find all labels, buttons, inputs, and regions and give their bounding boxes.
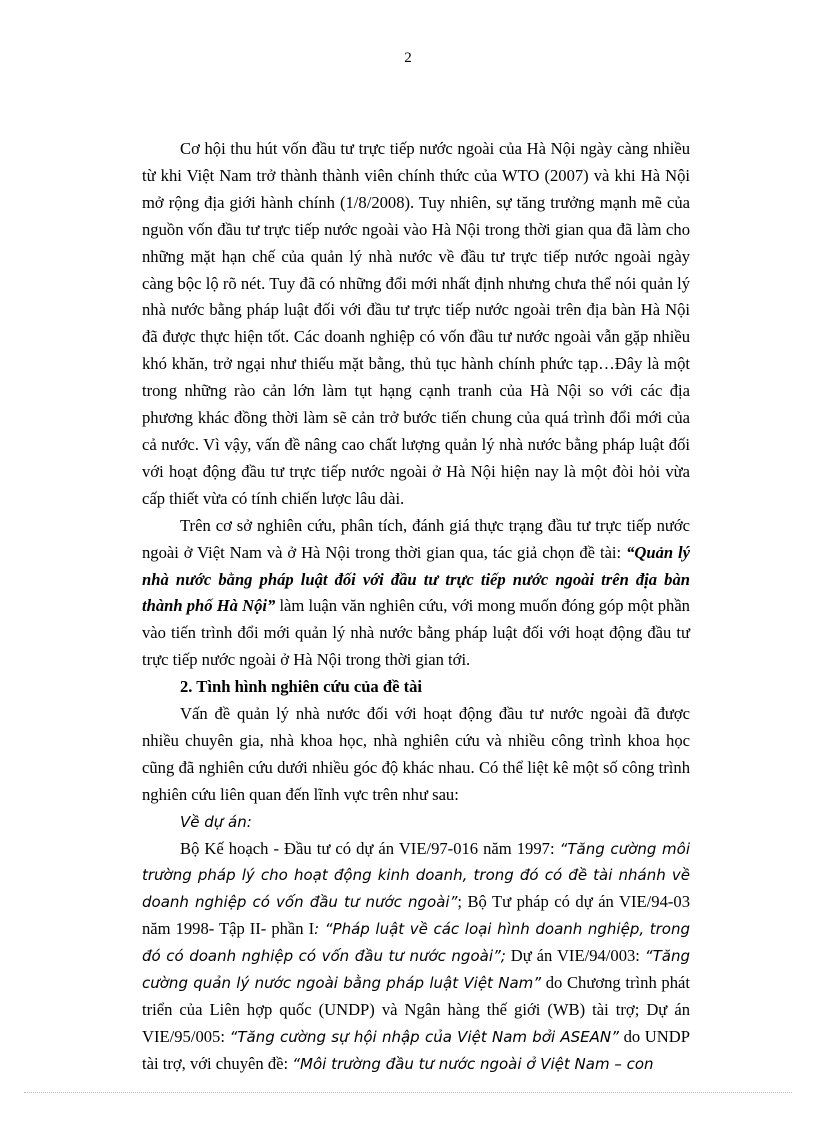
projects-quote-5: “Môi trường đầu tư nước ngoài ở Việt Nam – con [292,1054,654,1073]
projects-text-1: Bộ Kế hoạch - Đầu tư có dự án VIE/97-016 năm 1997: [180,838,560,858]
projects-text-4: do Chương trình phát triển của Liên hợp quốc (UNDP) và Ngân hàng thế giới (WB) tài trợ; Dự án VIE/95/005: [142,973,690,1046]
projects-quote-2: : “Pháp luật về các loại hình doanh nghiệp, trong đó có doanh nghiệp có vốn đầu tư nước ngoài”; [142,920,690,966]
paragraph-research-overview: Vấn đề quản lý nhà nước đối với hoạt động đầu tư nước ngoài đã được nhiều chuyên gia, nhà khoa học, nhà nghiên cứu và nhiều công trình khoa học cũng đã nghiên cứu dưới nhiều góc độ khác nhau. Có thể liệt kê một số công trình nghiên cứu liên quan đến lĩnh vực trên như sau: [142,704,690,804]
section-heading: 2. Tình hình nghiên cứu của đề tài [180,677,423,697]
projects-quote-1: “Tăng cường môi trường pháp lý cho hoạt động kinh doanh, trong đó có đề tài nhánh về doanh nghiệp có vốn đầu tư nước ngoài” [142,839,690,912]
projects-quote-4: “Tăng cường sự hội nhập của Việt Nam bởi ASEAN” [229,1027,619,1046]
paragraph-context: Cơ hội thu hút vốn đầu tư trực tiếp nước ngoài của Hà Nội ngày càng nhiều từ khi Việt Nam trở thành thành viên chính thức của WTO (2007) và khi Hà Nội mở rộng địa giới hành chính (1/8/2008). Tuy nhiên, sự tăng trưởng mạnh mẽ của nguồn vốn đầu tư trực tiếp nước ngoài vào Hà Nội trong thời gian qua đã làm cho những mặt hạn chế của quản lý nhà nước về đầu tư trực tiếp nước ngoài ngày càng bộc lộ rõ nét. Tuy đã có những đổi mới nhất định nhưng chưa thể nói quản lý nhà nước bằng pháp luật đối với đầu tư trực tiếp nước ngoài trên địa bàn Hà Nội đã được thực hiện tốt. Các doanh nghiệp có vốn đầu tư nước ngoài vẫn gặp nhiều khó khăn, trở ngại như thiếu mặt bằng, thủ tục hành chính phức tạp…Đây là một trong những rào cản lớn làm tụt hạng cạnh tranh của Hà Nội so với các địa phương khác đồng thời làm sẽ cản trở bước tiến chung của quá trình đổi mới của cả nước. Vì vậy, vấn đề nâng cao chất lượng quản lý nhà nước bằng pháp luật đối với hoạt động đầu tư trực tiếp nước ngoài ở Hà Nội hiện nay là một đòi hỏi vừa cấp thiết vừa có tính chiến lược lâu dài. [142,139,690,508]
paragraph-topic-selection [142,513,690,674]
footer-divider [24,1092,792,1093]
topic-outro-text: làm luận văn nghiên cứu, với mong muốn đóng góp một phần vào tiến trình đổi mới quản lý nhà nước bằng pháp luật đối với hoạt động đầu tư trực tiếp nước ngoài ở Hà Nội trong thời gian tới. [142,596,690,670]
projects-quote-3: “Tăng cường quản lý nước ngoài bằng pháp luật Việt Nam” [142,947,690,993]
thesis-title: “Quản lý nhà nước bằng pháp luật đối với đầu tư trực tiếp nước ngoài trên địa bàn thành phố Hà Nội” [142,542,690,616]
page-number: 2 [404,50,412,66]
projects-text-3: Dự án VIE/94/003: [505,946,645,966]
subheading-projects: Về dự án: [180,812,252,831]
document-body [142,136,690,1078]
projects-text-5: do UNDP tài trợ, với chuyên đề: [142,1026,690,1073]
paragraph-projects [142,836,690,1078]
projects-text-2: ; Bộ Tư pháp có dự án VIE/94-03 năm 1998- Tập II- phần I [142,892,690,939]
topic-intro-text: Trên cơ sở nghiên cứu, phân tích, đánh giá thực trạng đầu tư trực tiếp nước ngoài ở Việt Nam và ở Hà Nội trong thời gian qua, tác giả chọn đề tài: [142,515,690,562]
